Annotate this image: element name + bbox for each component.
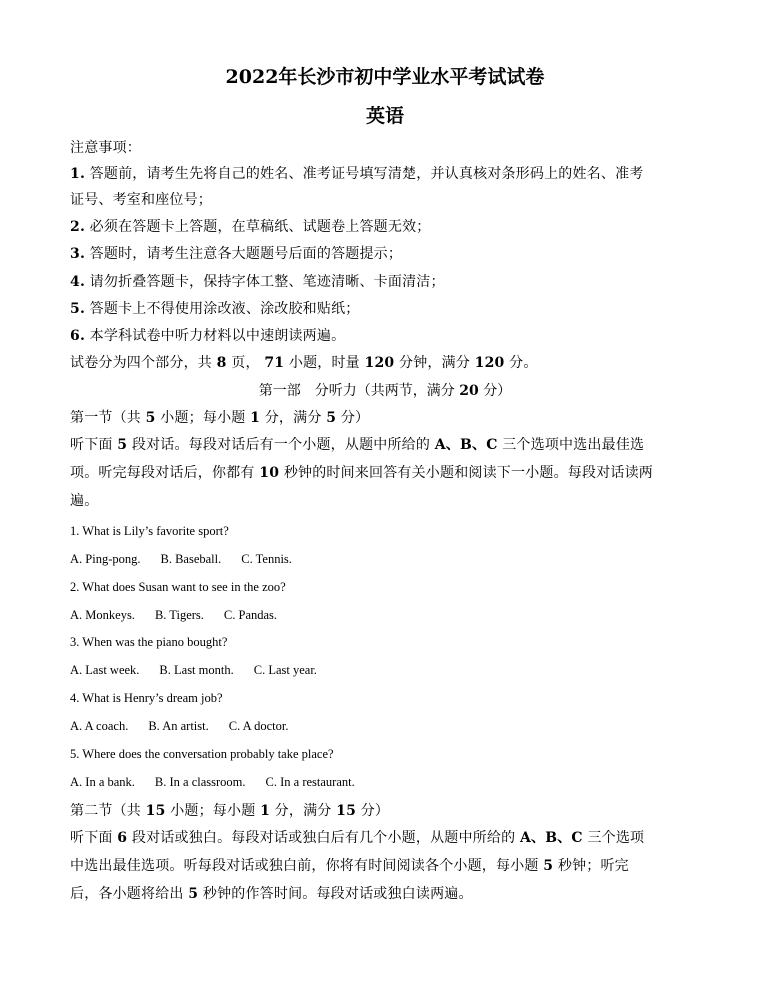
notice-text: 请勿折叠答题卡，保持字体工整、笔迹清晰、卡面清洁； bbox=[89, 274, 445, 290]
question-count: 71 bbox=[264, 355, 285, 371]
section-count: 5 bbox=[145, 410, 156, 426]
instruction-text: 中选出最佳选项。听每段对话或独白前，你将有时间阅读各个小题，每小题 bbox=[70, 858, 539, 874]
notice-text-continued: 证号、考室和座位号； bbox=[70, 192, 212, 208]
question-5: 5. Where does the conversation probably take place? bbox=[70, 747, 334, 761]
subject-title: 英语 bbox=[365, 105, 404, 127]
section-two-instructions bbox=[70, 827, 644, 847]
option-c: C. A doctor. bbox=[228, 719, 289, 733]
section-text: 分） bbox=[340, 410, 370, 426]
option-c: C. Last year. bbox=[253, 663, 317, 677]
notice-number: 4. bbox=[70, 274, 86, 290]
notice-text: 本学科试卷中听力材料以中速朗读两遍。 bbox=[89, 328, 346, 344]
section-text: 分，满分 bbox=[274, 803, 332, 819]
instruction-number: 5 bbox=[543, 858, 554, 874]
question-2-options bbox=[70, 608, 297, 623]
option-a: A. In a bank. bbox=[70, 775, 135, 789]
notice-item bbox=[70, 271, 445, 291]
notice-item bbox=[70, 298, 359, 318]
notice-text: 答题前，请考生先将自己的姓名、准考证号填写清楚，并认真核对条形码上的姓名、准考 bbox=[89, 166, 644, 182]
instruction-choices: A、B、C bbox=[519, 830, 583, 846]
instruction-text: 秒钟的时间来回答有关小题和阅读下一小题。每段对话读两 bbox=[283, 465, 654, 481]
notice-text: 答题时，请考生注意各大题题号后面的答题提示； bbox=[89, 246, 403, 262]
section-points: 1 bbox=[250, 410, 261, 426]
part-one-heading bbox=[0, 380, 770, 400]
section-points: 1 bbox=[260, 803, 271, 819]
instruction-text: 三个选项 bbox=[587, 830, 645, 846]
section-two-heading bbox=[70, 800, 389, 820]
time-limit: 120 bbox=[364, 355, 395, 371]
instruction-text: 段对话。每段对话后有一个小题，从题中所给的 bbox=[131, 437, 431, 453]
paper-info-text: 分钟，满分 bbox=[399, 355, 471, 371]
option-c: C. Tennis. bbox=[241, 552, 292, 566]
instruction-text: 秒钟；听完 bbox=[557, 858, 629, 874]
option-b: B. Tigers. bbox=[154, 608, 204, 622]
question-3: 3. When was the piano bought? bbox=[70, 635, 228, 649]
instruction-number: 5 bbox=[188, 886, 199, 902]
paper-info bbox=[70, 352, 538, 372]
instruction-text: 听下面 bbox=[70, 437, 113, 453]
section-count: 15 bbox=[145, 803, 166, 819]
option-b: B. Last month. bbox=[159, 663, 234, 677]
paper-info-text: 小题，时量 bbox=[288, 355, 360, 371]
section-text: 第二节（共 bbox=[70, 803, 141, 819]
notice-heading: 注意事项： bbox=[70, 140, 141, 156]
notice-item bbox=[70, 163, 643, 183]
notice-item bbox=[70, 216, 430, 236]
section-one-instructions bbox=[70, 434, 644, 454]
option-c: C. Pandas. bbox=[223, 608, 278, 622]
notice-text: 必须在答题卡上答题，在草稿纸、试题卷上答题无效； bbox=[89, 219, 431, 235]
notice-number: 5. bbox=[70, 301, 86, 317]
question-2: 2. What does Susan want to see in the zoo? bbox=[70, 580, 286, 594]
option-c: C. In a restaurant. bbox=[265, 775, 355, 789]
notice-number: 2. bbox=[70, 219, 86, 235]
option-a: A. A coach. bbox=[70, 719, 129, 733]
question-1: 1. What is Lily’s favorite sport? bbox=[70, 524, 229, 538]
instruction-text: 段对话或独白。每段对话或独白后有几个小题，从题中所给的 bbox=[131, 830, 516, 846]
instruction-text: 听下面 bbox=[70, 830, 113, 846]
instruction-number: 5 bbox=[117, 437, 128, 453]
section-text: 分，满分 bbox=[264, 410, 322, 426]
instruction-text: 后，各小题将给出 bbox=[70, 886, 184, 902]
paper-info-text: 试卷分为四个部分，共 bbox=[70, 355, 212, 371]
option-a: A. Monkeys. bbox=[70, 608, 135, 622]
instruction-choices: A、B、C bbox=[434, 437, 498, 453]
instruction-number: 10 bbox=[259, 465, 280, 481]
notice-text: 答题卡上不得使用涂改液、涂改胶和贴纸； bbox=[89, 301, 360, 317]
section-score: 15 bbox=[336, 803, 357, 819]
total-score: 120 bbox=[474, 355, 505, 371]
notice-number: 1. bbox=[70, 166, 86, 182]
option-b: B. In a classroom. bbox=[154, 775, 246, 789]
section-text: 小题；每小题 bbox=[170, 803, 256, 819]
section-text: 第一节（共 bbox=[70, 410, 141, 426]
section-text: 分） bbox=[360, 803, 390, 819]
section-text: 小题；每小题 bbox=[160, 410, 246, 426]
paper-info-text: 分。 bbox=[509, 355, 538, 371]
question-4-options bbox=[70, 719, 308, 734]
notice-number: 6. bbox=[70, 328, 86, 344]
section-two-instructions bbox=[70, 883, 473, 903]
notice-item bbox=[70, 325, 345, 345]
notice-number: 3. bbox=[70, 246, 86, 262]
instruction-text: 项。听完每段对话后，你都有 bbox=[70, 465, 255, 481]
question-5-options bbox=[70, 775, 375, 790]
instruction-text: 秒钟的作答时间。每段对话或独白读两遍。 bbox=[202, 886, 473, 902]
section-one-instructions: 遍。 bbox=[70, 493, 99, 509]
part-score: 20 bbox=[459, 383, 479, 399]
section-two-instructions bbox=[70, 855, 629, 875]
page-count: 8 bbox=[216, 355, 227, 371]
exam-title: 2022年长沙市初中学业水平考试试卷 bbox=[225, 66, 545, 88]
section-score: 5 bbox=[326, 410, 337, 426]
option-a: A. Last week. bbox=[70, 663, 140, 677]
instruction-number: 6 bbox=[117, 830, 128, 846]
instruction-text: 三个选项中选出最佳选 bbox=[502, 437, 645, 453]
part-heading-text: 第一部 分听力（共两节，满分 bbox=[258, 383, 455, 399]
question-4: 4. What is Henry’s dream job? bbox=[70, 691, 223, 705]
paper-info-text: 页， bbox=[231, 355, 260, 371]
notice-item bbox=[70, 243, 402, 263]
section-one-heading bbox=[70, 407, 369, 427]
question-3-options bbox=[70, 663, 337, 678]
option-b: B. An artist. bbox=[148, 719, 209, 733]
option-a: A. Ping-pong. bbox=[70, 552, 141, 566]
part-heading-text: 分） bbox=[483, 383, 512, 399]
question-1-options bbox=[70, 552, 312, 567]
section-one-instructions bbox=[70, 462, 653, 482]
option-b: B. Baseball. bbox=[160, 552, 222, 566]
